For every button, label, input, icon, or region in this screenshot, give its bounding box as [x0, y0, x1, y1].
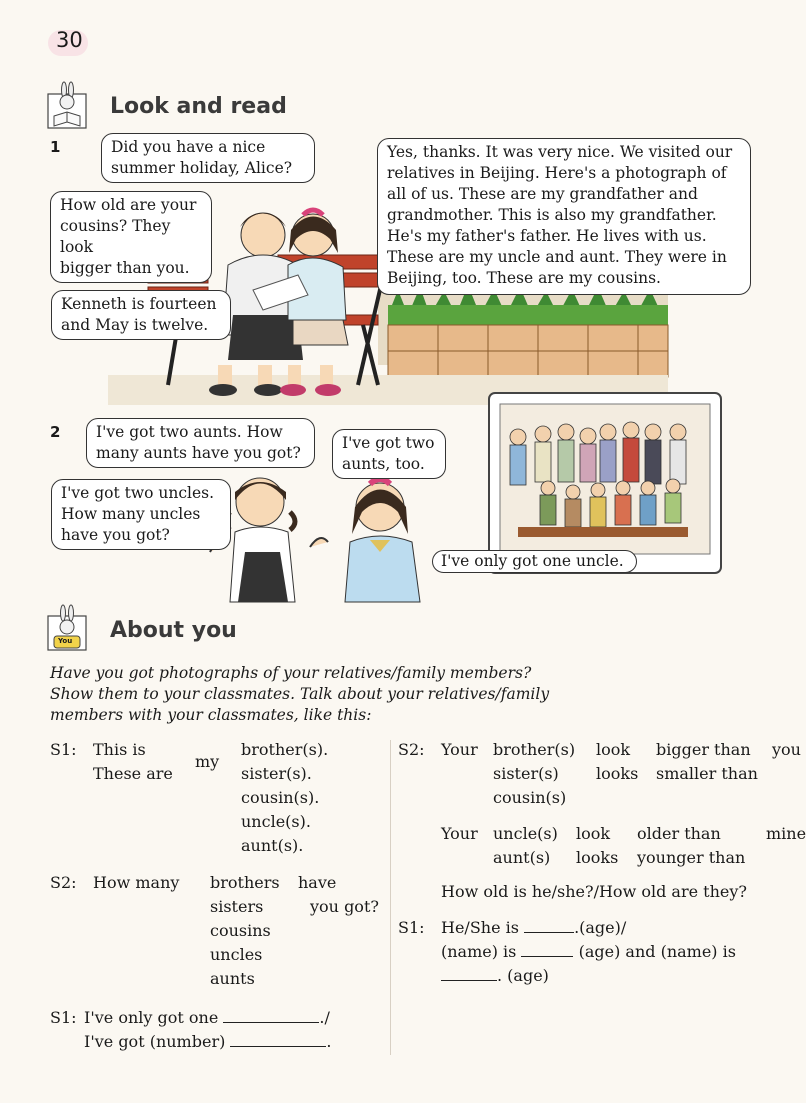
bubble-line: cousins? They look	[60, 217, 171, 256]
bubble-line: and May is twelve.	[61, 316, 209, 334]
s1-noun: aunt(s).	[241, 836, 304, 855]
bubble-line: I've got two	[342, 434, 435, 452]
s1-my: my	[195, 752, 220, 771]
right-your: Your	[441, 740, 478, 759]
speech-bubble-summer-holiday	[101, 133, 315, 183]
section-heading-look-and-read: Look and read	[110, 94, 287, 119]
age-text: . (age)	[497, 966, 549, 985]
age-line	[441, 964, 549, 988]
right-noun-2: uncle(s)	[493, 824, 558, 843]
only-one-end: ./	[319, 1008, 330, 1027]
s2-noun: cousins	[210, 921, 271, 940]
speech-bubble-two-aunts	[86, 418, 315, 468]
bubble-line: grandmother. This is also my grandfather.	[387, 206, 717, 224]
right-comp: smaller than	[656, 764, 758, 783]
s2-noun: brothers	[210, 873, 280, 892]
bubble-line: Yes, thanks. It was very nice. We visited our	[387, 143, 733, 161]
right-end-mine: mine	[766, 824, 806, 843]
s1-start: These are	[93, 764, 173, 783]
bubble-line: I've only got one uncle.	[441, 552, 624, 570]
right-noun: cousin(s)	[493, 788, 567, 807]
bubble-line: I've got two uncles.	[61, 484, 215, 502]
right-verb: look	[596, 740, 631, 759]
speech-bubble-cousins-age	[50, 191, 212, 283]
bubble-line: How many uncles	[61, 505, 201, 523]
right-verb: looks	[596, 764, 639, 783]
name-is-line	[441, 940, 736, 964]
bubble-line: I've got two aunts. How	[96, 423, 283, 441]
s1-noun: sister(s).	[241, 764, 312, 783]
family-photograph	[488, 392, 722, 574]
s2-noun: aunts	[210, 969, 255, 988]
got-number-text: I've got (number)	[84, 1032, 226, 1051]
bubble-line: These are my uncle and aunt. They were in	[387, 248, 727, 266]
s2-noun: uncles	[210, 945, 263, 964]
blank-line	[223, 1008, 319, 1023]
bubble-line: many aunts have you got?	[96, 444, 301, 462]
right-noun: sister(s)	[493, 764, 559, 783]
s2-you-got: you got?	[310, 897, 379, 916]
right-comp-2: older than	[637, 824, 721, 843]
right-noun-2: aunt(s)	[493, 848, 551, 867]
right-comp: bigger than	[656, 740, 751, 759]
girls-talking-illustration	[200, 462, 430, 602]
blank-line	[524, 918, 574, 933]
speech-bubble-beijing-trip	[377, 138, 751, 295]
bubble-line: How old are your	[60, 196, 197, 214]
right-end-you: you	[772, 740, 801, 759]
bubble-line: Beijing, too. These are my cousins.	[387, 269, 661, 287]
blank-line	[441, 966, 497, 981]
reading-rabbit-icon	[46, 80, 88, 130]
speaker-s1b: S1:	[50, 1008, 77, 1027]
he-she-text: He/She is	[441, 918, 519, 937]
he-she-line	[441, 916, 626, 940]
blank-line	[521, 942, 573, 957]
page-number: 30	[56, 28, 83, 52]
right-your-2: Your	[441, 824, 478, 843]
column-divider	[390, 740, 391, 1055]
bubble-line: Kenneth is fourteen	[61, 295, 217, 313]
right-noun: brother(s)	[493, 740, 576, 759]
speech-bubble-one-uncle	[432, 550, 637, 573]
name-is-text: (name) is	[441, 942, 517, 961]
speaker-s2-right: S2:	[398, 740, 425, 759]
bubble-line: Did you have a nice	[111, 138, 266, 156]
section-heading-about-you: About you	[110, 618, 237, 643]
instruction-line: members with your classmates, like this:	[50, 706, 372, 724]
bubble-line: all of us. These are my grandfather and	[387, 185, 698, 203]
bubble-line: He's my father's father. He lives with us.	[387, 227, 707, 245]
bubble-line: bigger than you.	[60, 259, 190, 277]
s2-have: have	[298, 873, 337, 892]
exercise-1-number: 1	[50, 138, 61, 156]
s2-noun: sisters	[210, 897, 264, 916]
exercise-2-number: 2	[50, 423, 61, 441]
got-number-line	[84, 1030, 332, 1054]
how-old-question: How old is he/she?/How old are they?	[441, 882, 747, 901]
blank-line	[230, 1032, 326, 1047]
speaker-s1-right: S1:	[398, 918, 425, 937]
bubble-line: aunts, too.	[342, 455, 425, 473]
got-number-end: .	[326, 1032, 332, 1051]
bubble-line: relatives in Beijing. Here's a photograph of	[387, 164, 727, 182]
s2-how-many: How many	[93, 873, 180, 892]
right-verb-2: looks	[576, 848, 619, 867]
s1-noun: brother(s).	[241, 740, 329, 759]
s1-noun: cousin(s).	[241, 788, 320, 807]
speech-bubble-cousins-answer	[51, 290, 231, 340]
speaker-s2: S2:	[50, 873, 77, 892]
age-text: .(age)/	[574, 918, 627, 937]
instructions	[50, 663, 610, 726]
bubble-line: summer holiday, Alice?	[111, 159, 293, 177]
only-one-line	[84, 1006, 330, 1030]
right-verb-2: look	[576, 824, 611, 843]
s1-noun: uncle(s).	[241, 812, 311, 831]
speaker-s1: S1:	[50, 740, 77, 759]
bubble-line: have you got?	[61, 526, 170, 544]
only-one-text: I've only got one	[84, 1008, 219, 1027]
age-and-text: (age) and (name) is	[578, 942, 736, 961]
speech-bubble-aunts-too	[332, 429, 446, 479]
you-icon-label: You	[58, 637, 73, 645]
right-comp-2: younger than	[637, 848, 746, 867]
s1-start: This is	[93, 740, 146, 759]
instruction-line: Have you got photographs of your relatives/family members?	[50, 664, 532, 682]
instruction-line: Show them to your classmates. Talk about your relatives/family	[50, 685, 550, 703]
speech-bubble-two-uncles	[51, 479, 231, 550]
